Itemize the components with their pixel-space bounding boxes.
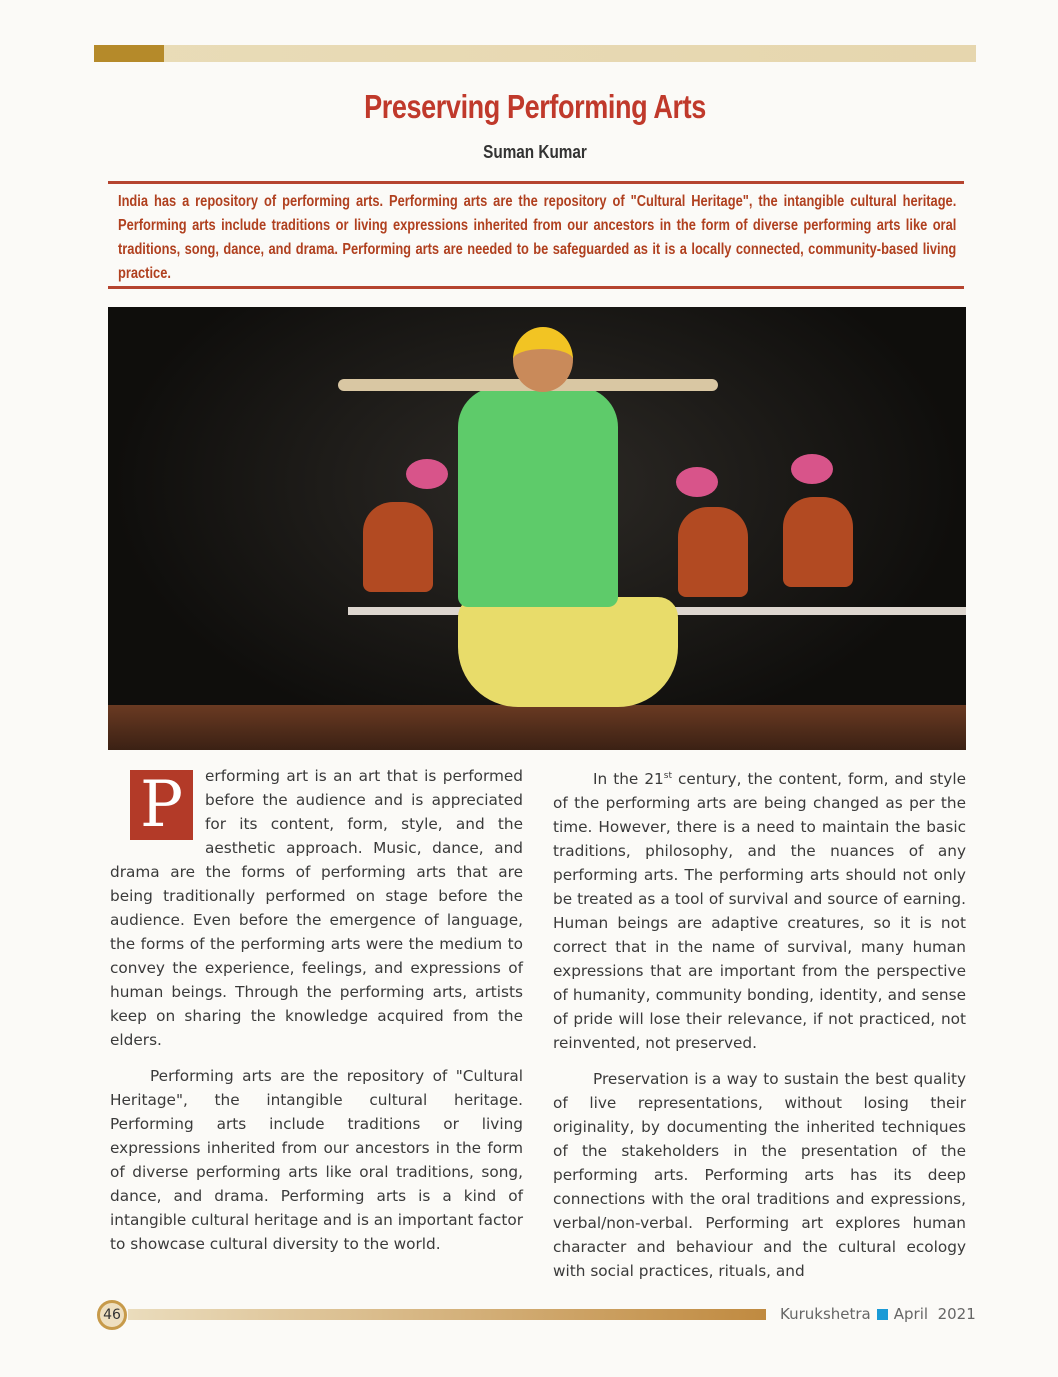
footer-text — [780, 1305, 976, 1323]
photo-turban — [791, 454, 833, 484]
abstract: India has a repository of performing arts. Performing arts are the repository of "Cultural Heritage", the intangible cultural heritage. Performing arts include traditions or living expressions inherited from our ancestors in the form of diverse performing arts like oral traditions, song, dance, and drama. Performing arts are needed to be safeguarded as it is a locally connected, community-based living practice. — [118, 193, 957, 282]
article-photo — [108, 307, 966, 750]
photo-dancer-head — [513, 327, 573, 392]
divider — [108, 286, 964, 289]
photo-stage — [108, 705, 966, 750]
photo-dancer-pants — [458, 597, 678, 707]
header-accent — [94, 45, 164, 62]
photo-dancer — [458, 387, 618, 607]
header-bar — [94, 45, 976, 62]
photo-musician — [783, 497, 853, 587]
photo-musician — [678, 507, 748, 597]
issue-date: April 2021 — [893, 1305, 976, 1323]
author-name: Suman Kumar — [483, 142, 587, 162]
paragraph: Preservation is a way to sustain the best quality of live representations, without losing their originality, by documenting the inherited techniques of the stakeholders in the presentation of the performing arts. Performing arts has its deep connections with the oral traditions and expressions, verbal/non-verbal. Performing art explores human character and behaviour and the cultural ecology with social practices, rituals, and — [553, 1070, 966, 1281]
photo-musician — [363, 502, 433, 592]
footer-bar — [128, 1309, 766, 1320]
square-icon — [877, 1309, 888, 1320]
paragraph: Performing arts are the repository of "Cultural Heritage", the intangible cultural heritage. Performing arts include traditions or living expressions inherited from our ancestors in the form of diverse performing arts like oral traditions, song, dance, and drama. Performing arts is a kind of intangible cultural heritage and is an important factor to showcase cultural diversity to the world. — [110, 1067, 523, 1253]
article-title: Preserving Performing Arts — [364, 88, 706, 125]
right-column — [553, 764, 966, 1295]
magazine-name: Kurukshetra — [780, 1305, 871, 1323]
page-number: 46 — [97, 1300, 127, 1330]
paragraph — [553, 764, 966, 1055]
superscript: st — [663, 771, 673, 781]
divider — [108, 181, 964, 184]
photo-turban — [676, 467, 718, 497]
text: In the 21 — [593, 770, 664, 789]
left-column — [110, 764, 523, 1268]
text: century, the content, form, and style of the performing arts are being changed as per the time. However, there is a need to maintain the basic traditions, philosophy, and the nuances of any performing arts. The performing arts should not only be treated as a tool of survival and source of earning. Human beings are adaptive creatures, so it is not correct that in the name of survival, many human expressions that are important from the perspective of humanity, community bonding, identity, and sense of pride will lose their relevance, if not practiced, not reinvented, not preserved. — [553, 770, 967, 1053]
drop-cap: P — [130, 770, 193, 840]
paragraph: erforming art is an art that is performed before the audience and is appreciated for its content, form, style, and the aesthetic approach. Music, dance, and drama are the forms of performing arts that are being traditionally performed on stage before the audience. Even before the emergence of language, the forms of the performing arts were the medium to convey the experience, feelings, and expressions of human beings. Through the performing arts, artists keep on sharing the knowledge acquired from the elders. — [110, 767, 523, 1049]
photo-turban — [406, 459, 448, 489]
